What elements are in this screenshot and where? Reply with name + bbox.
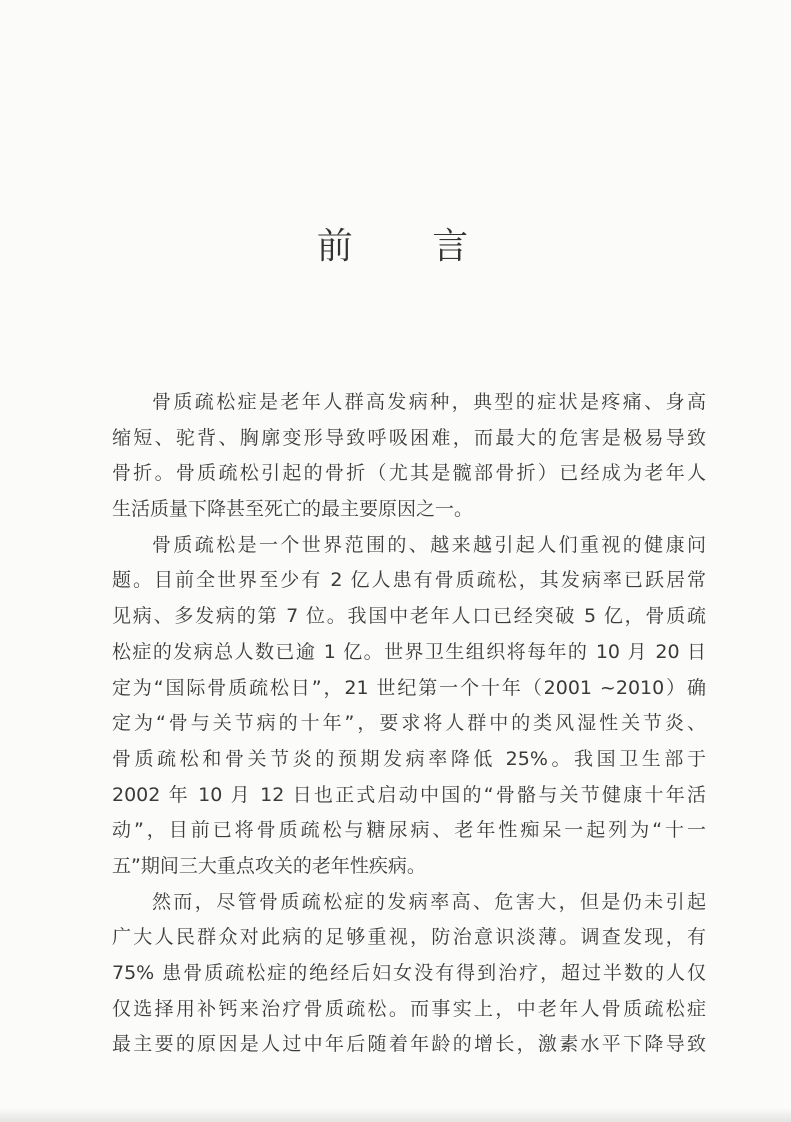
text-line: 骨折。骨质疏松引起的骨折（尤其是髋部骨折）已经成为老年人 xyxy=(112,462,706,485)
paragraph-3 xyxy=(112,885,706,1063)
paragraph-1 xyxy=(112,385,706,528)
paragraph-2 xyxy=(112,528,706,885)
text-line: 动”，目前已将骨质疏松与糖尿病、老年性痴呆一起列为“十一 xyxy=(112,819,706,842)
text-line: 定为“国际骨质疏松日”，21 世纪第一个十年（2001 ~2010）确 xyxy=(112,676,706,699)
page-bottom-edge xyxy=(0,1108,791,1122)
text-line: 75% 患骨质疏松症的绝经后妇女没有得到治疗，超过半数的人仅 xyxy=(112,962,706,984)
text-line: 见病、多发病的第 7 位。我国中老年人口已经突破 5 亿，骨质疏 xyxy=(112,605,706,628)
preface-body xyxy=(112,385,706,1063)
page-title: 前 言 xyxy=(316,226,503,267)
text-line: 最主要的原因是人过中年后随着年龄的增长，激素水平下降导致 xyxy=(112,1033,706,1056)
text-line: 2002 年 10 月 12 日也正式启动中国的“骨骼与关节健康十年活 xyxy=(112,783,706,806)
text-line: 缩短、驼背、胸廓变形导致呼吸困难，而最大的危害是极易导致 xyxy=(112,426,706,449)
text-line: 骨质疏松症是老年人群高发病种，典型的症状是疼痛、身高 xyxy=(152,391,706,413)
text-line: 然而，尽管骨质疏松症的发病率高、危害大，但是仍未引起 xyxy=(152,890,706,913)
text-line: 生活质量下降甚至死亡的最主要原因之一。 xyxy=(112,498,474,521)
text-line: 定为“骨与关节病的十年”，要求将人群中的类风湿性关节炎、 xyxy=(112,712,706,735)
text-line: 仅选择用补钙来治疗骨质疏松。而事实上，中老年人骨质疏松症 xyxy=(112,997,706,1020)
text-line: 五”期间三大重点攻关的老年性疾病。 xyxy=(112,854,426,877)
text-line: 广大人民群众对此病的足够重视，防治意识淡薄。调查发现，有 xyxy=(112,926,706,949)
text-line: 骨质疏松和骨关节炎的预期发病率降低 25%。我国卫生部于 xyxy=(112,747,706,770)
text-line: 题。目前全世界至少有 2 亿人患有骨质疏松，其发病率已跃居常 xyxy=(112,569,706,592)
text-line: 松症的发病总人数已逾 1 亿。世界卫生组织将每年的 10 月 20 日 xyxy=(112,640,706,663)
text-line: 骨质疏松是一个世界范围的、越来越引起人们重视的健康问 xyxy=(152,533,706,556)
